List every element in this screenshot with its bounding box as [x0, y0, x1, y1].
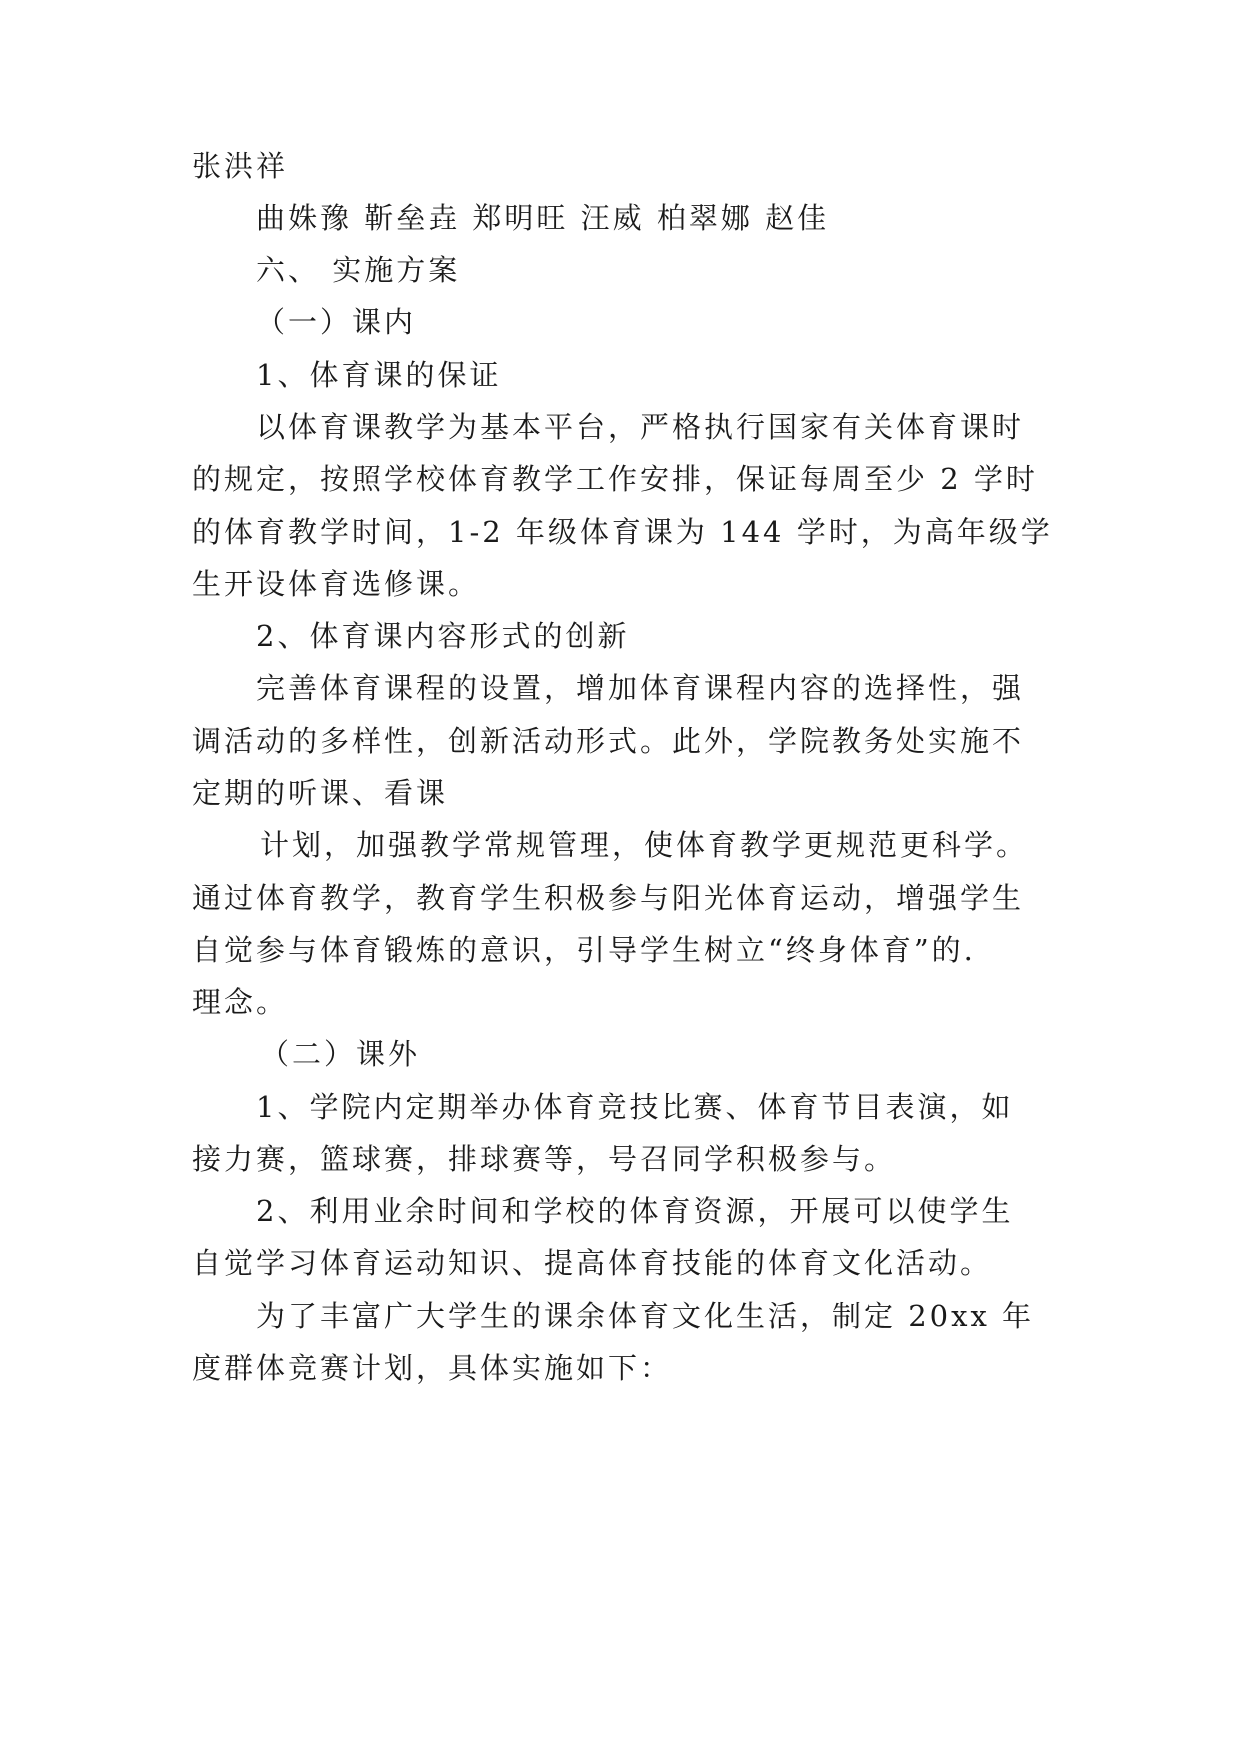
paragraph-line: 完善体育课程的设置，增加体育课程内容的选择性，强: [256, 671, 1025, 705]
paragraph-line: 为了丰富广大学生的课余体育文化生活，制定 20xx 年: [256, 1299, 1035, 1333]
paragraph-line: 生开设体育选修课。: [192, 567, 481, 601]
paragraph-line: 2、利用业余时间和学校的体育资源，开展可以使学生: [256, 1194, 1014, 1228]
paragraph-line: 自觉学习体育运动知识、提高体育技能的体育文化活动。: [192, 1246, 993, 1280]
section-heading-implementation: 六、 实施方案: [256, 253, 461, 287]
member-names-line: 曲姝豫 靳垒垚 郑明旺 汪威 柏翠娜 赵佳: [256, 201, 830, 235]
paragraph-line: 理念。: [192, 985, 289, 1019]
paragraph-line: 以体育课教学为基本平台，严格执行国家有关体育课时: [256, 410, 1025, 444]
subsection-heading-after-class: （二）课外: [260, 1037, 421, 1071]
item-heading-pe-innovation: 2、体育课内容形式的创新: [256, 619, 630, 653]
member-name-line: 张洪祥: [192, 149, 289, 183]
subsection-heading-in-class: （一）课内: [256, 305, 417, 339]
paragraph-line: 接力赛，篮球赛，排球赛等，号召同学积极参与。: [192, 1142, 897, 1176]
item-heading-pe-guarantee: 1、体育课的保证: [256, 358, 502, 392]
paragraph-line: 度群体竞赛计划，具体实施如下：: [192, 1351, 673, 1385]
paragraph-line: 自觉参与体育锻炼的意识，引导学生树立“终身体育”的.: [192, 933, 976, 967]
paragraph-line: 通过体育教学，教育学生积极参与阳光体育运动，增强学生: [192, 881, 1025, 915]
paragraph-line: 计划，加强教学常规管理，使体育教学更规范更科学。: [260, 828, 1029, 862]
paragraph-line: 的规定，按照学校体育教学工作安排，保证每周至少 2 学时: [192, 462, 1038, 496]
paragraph-line: 的体育教学时间，1-2 年级体育课为 144 学时，为高年级学: [192, 515, 1053, 549]
paragraph-line: 定期的听课、看课: [192, 776, 449, 810]
paragraph-line: 调活动的多样性，创新活动形式。此外，学院教务处实施不: [192, 724, 1025, 758]
paragraph-line: 1、学院内定期举办体育竞技比赛、体育节目表演，如: [256, 1090, 1014, 1124]
